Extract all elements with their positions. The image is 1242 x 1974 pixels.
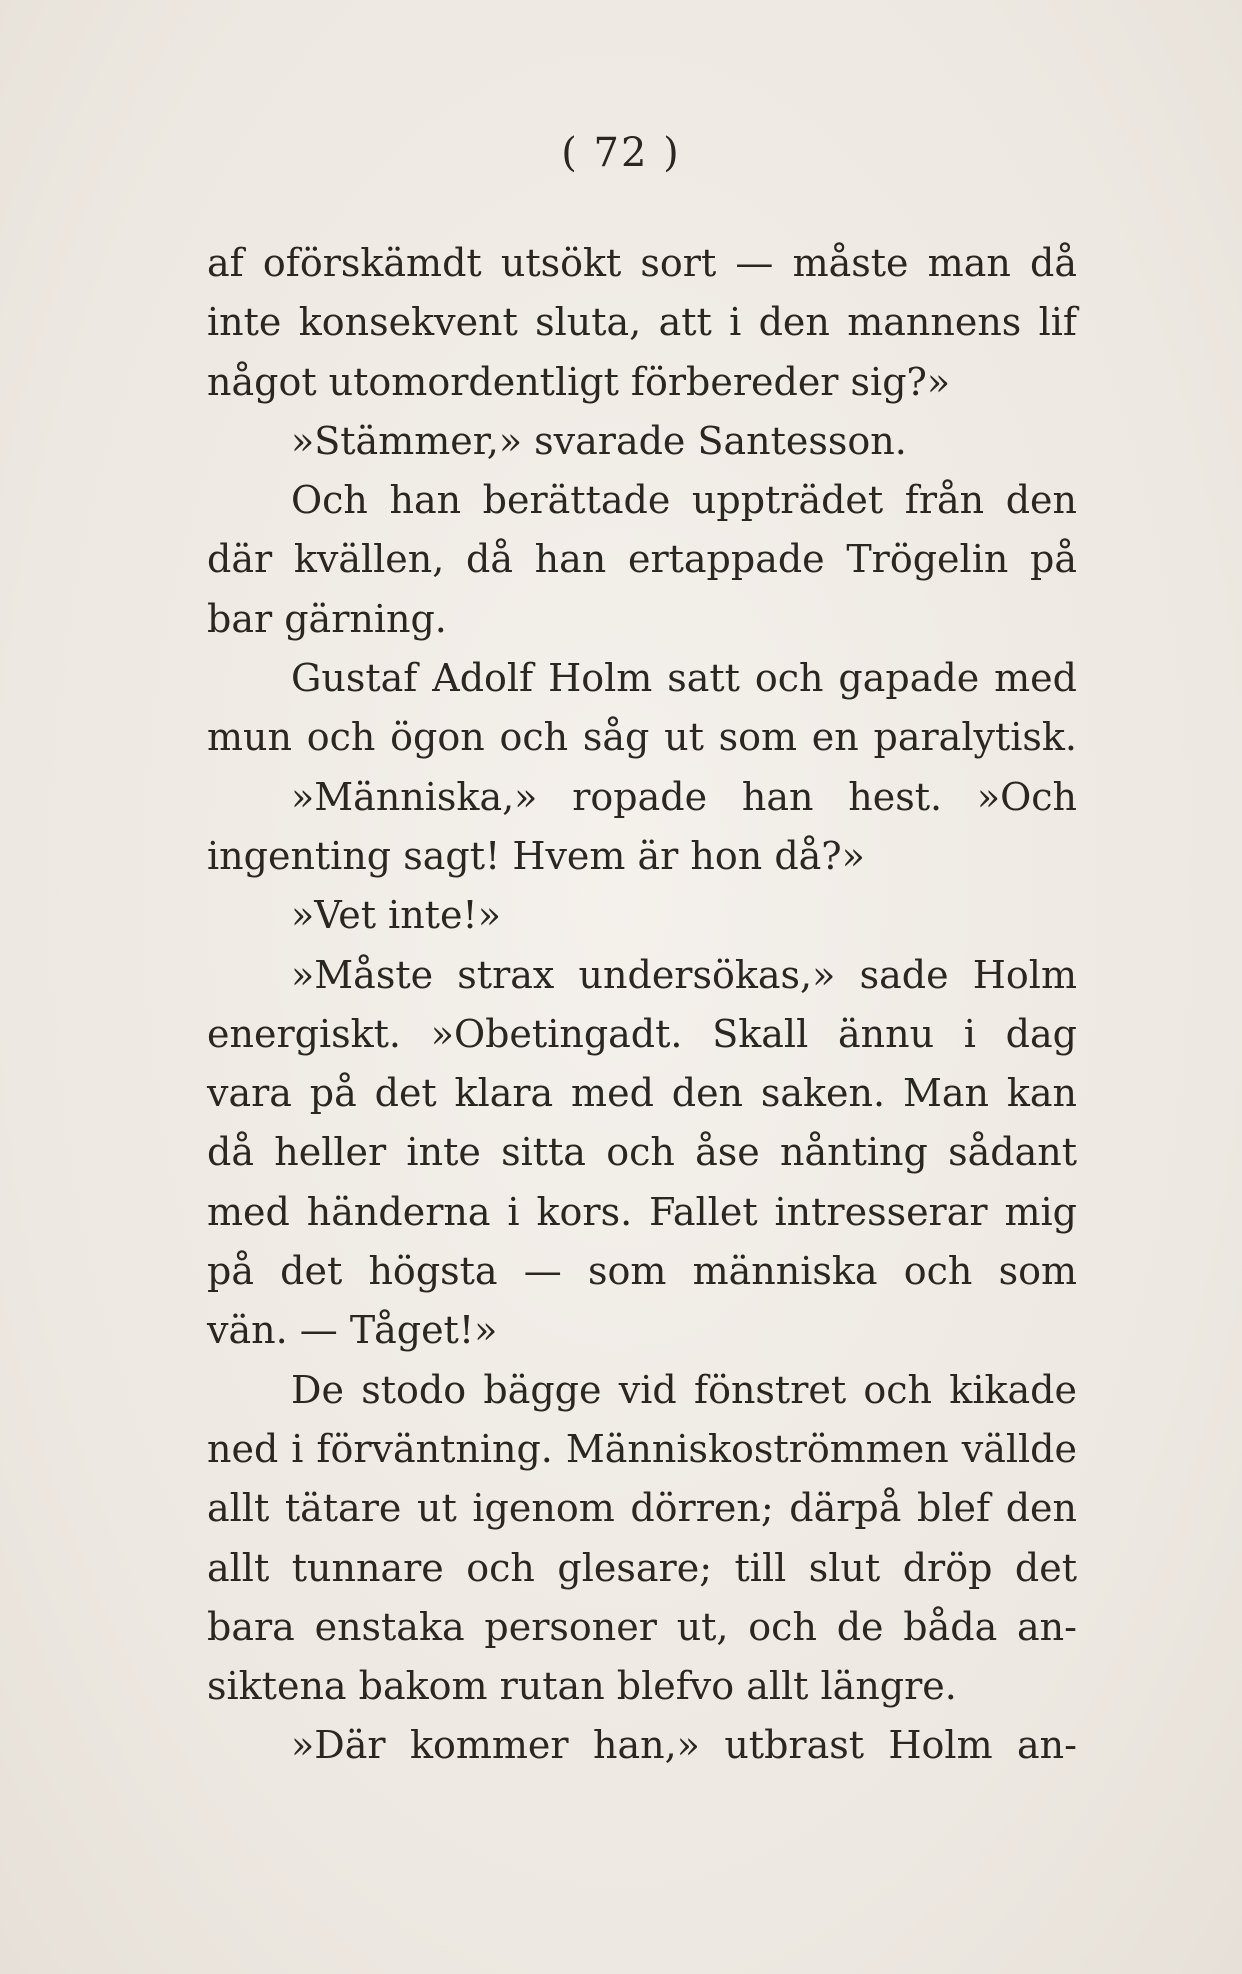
text-line: siktena bakom rutan blefvo allt längre.	[207, 1664, 957, 1709]
text-line: allt tätare ut igenom dörren; därpå blef den	[207, 1486, 1077, 1531]
text-line: energiskt. »Obetingadt. Skall ännu i dag	[207, 1011, 1077, 1056]
text-line: något utomordentligt förbereder sig?»	[207, 359, 951, 404]
text-line: då heller inte sitta och åse nånting sådant	[207, 1130, 1077, 1175]
text-line: vän. — Tåget!»	[207, 1308, 498, 1353]
text-line: mun och ögon och såg ut som en paralytisk.	[207, 715, 1077, 760]
text-line: bara enstaka personer ut, och de båda an-	[207, 1604, 1077, 1649]
text-line: på det högsta — som människa och som	[207, 1249, 1077, 1294]
text-line: »Stämmer,» svarade Santesson.	[291, 418, 907, 463]
text-line: De stodo bägge vid fönstret och kikade	[291, 1367, 1077, 1412]
text-line: af oförskämdt utsökt sort — måste man då	[207, 241, 1077, 285]
body-text	[207, 234, 1077, 1776]
text-line: vara på det klara med den saken. Man kan	[207, 1071, 1077, 1116]
text-line: ned i förväntning. Människoströmmen vällde	[207, 1426, 1077, 1471]
text-line: där kvällen, då han ertappade Trögelin på	[207, 537, 1077, 582]
text-line: Gustaf Adolf Holm satt och gapade med	[291, 656, 1077, 701]
text-line: »Människa,» ropade han hest. »Och	[291, 774, 1077, 819]
text-line: »Måste strax undersökas,» sade Holm	[291, 952, 1077, 997]
text-line: allt tunnare och glesare; till slut dröp det	[207, 1545, 1077, 1590]
text-line: ingenting sagt! Hvem är hon då?»	[207, 833, 865, 878]
text-line: inte konsekvent sluta, att i den mannens lif	[207, 300, 1077, 345]
page-number: ( 72 )	[561, 130, 681, 176]
text-line: med händerna i kors. Fallet intresserar mig	[207, 1189, 1077, 1234]
text-line: bar gärning.	[207, 596, 447, 641]
text-line: »Där kommer han,» utbrast Holm an-	[291, 1723, 1077, 1768]
text-line: Och han berättade uppträdet från den	[291, 478, 1077, 523]
text-line: »Vet inte!»	[291, 893, 501, 938]
